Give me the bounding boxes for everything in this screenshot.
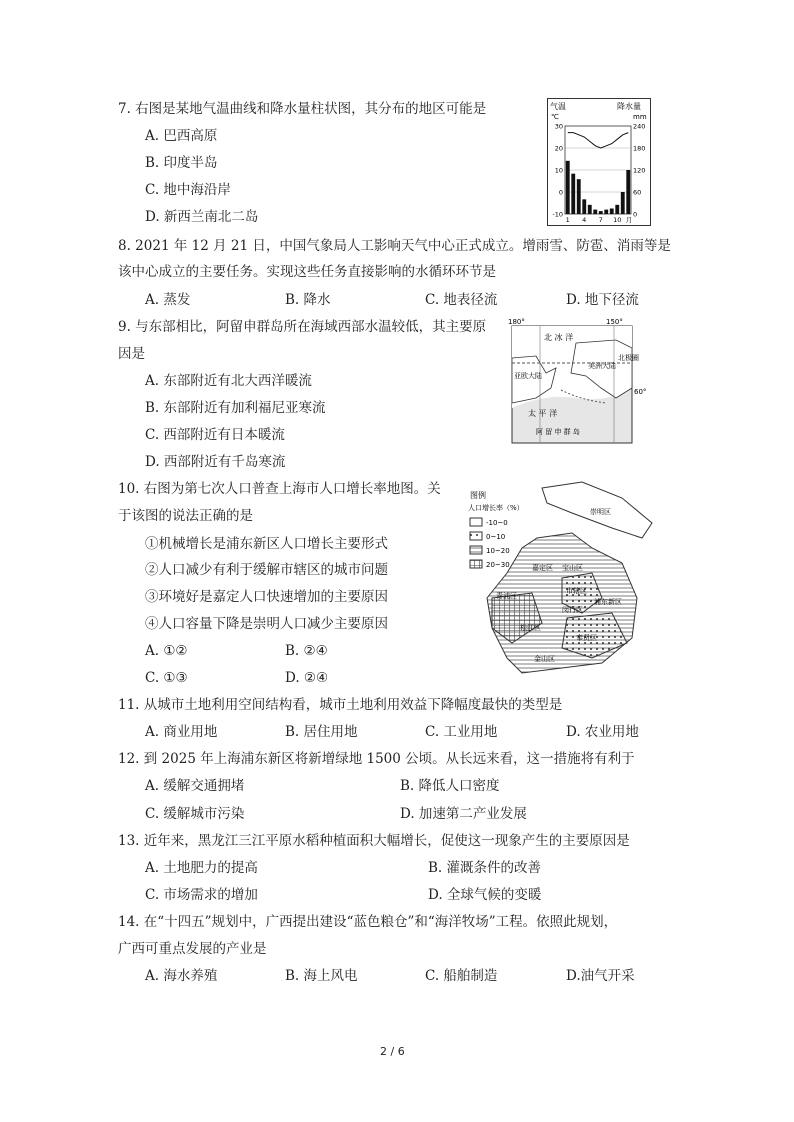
legend-subtitle: 人口增长率（%） (468, 504, 524, 512)
q13-option-b[interactable]: B. 灌溉条件的改善 (428, 860, 542, 876)
q10-item-3: ③环境好是嘉定人口快速增加的主要原因 (145, 589, 388, 605)
q8-option-d[interactable]: D. 地下径流 (566, 292, 639, 308)
precip-label: 降水量 (617, 102, 641, 111)
q14-option-c[interactable]: C. 船舶制造 (425, 968, 498, 984)
q10-option-a[interactable]: A. ①② (145, 643, 188, 659)
precip-bar (621, 192, 625, 214)
map-lon2: 150° (606, 318, 623, 326)
climate-chart (547, 98, 651, 226)
q8-stem-line2: 该中心成立的主要任务。实现这些任务直接影响的水循环环节是 (118, 264, 496, 280)
q7-stem: 7. 右图是某地气温曲线和降水量柱状图，其分布的地区可能是 (118, 101, 487, 117)
q12-stem: 12. 到 2025 年上海浦东新区将新增绿地 1500 公顷。从长远来看，这一措施将有利于 (118, 751, 635, 767)
district-jinshan: 金山区 (534, 655, 555, 663)
legend-item-4: 20~30 (486, 561, 510, 569)
q7-option-d[interactable]: D. 新西兰南北二岛 (145, 209, 259, 225)
q13-option-c[interactable]: C. 市场需求的增加 (145, 887, 258, 903)
precip-bar (582, 199, 586, 214)
legend-item-2: 0~10 (486, 533, 506, 541)
q14-option-a[interactable]: A. 海水养殖 (145, 968, 218, 984)
q11-option-c[interactable]: C. 工业用地 (425, 724, 498, 740)
q9-option-a[interactable]: A. 东部附近有北大西洋暖流 (145, 373, 312, 389)
precip-bar (610, 209, 614, 215)
q9-stem-line1: 9. 与东部相比，阿留申群岛所在海域西部水温较低，其主要原 (118, 319, 487, 335)
legend-title: 图例 (470, 491, 486, 500)
q13-option-a[interactable]: A. 土地肥力的提高 (145, 860, 258, 876)
district-fengxian: 奉贤区 (576, 634, 597, 642)
q10-stem-line1: 10. 右图为第七次人口普查上海市人口增长率地图。关 (118, 481, 441, 497)
district-jiading: 嘉定区 (532, 564, 553, 572)
q8-stem-line1: 8. 2021 年 12 月 21 日，中国气象局人工影响天气中心正式成立。增雨雪、防雹、消雨等是 (118, 238, 671, 254)
map-arctic-ocean: 北 冰 洋 (544, 333, 574, 342)
legend-item-1: -10~0 (486, 519, 508, 527)
district-chongming: 崇明区 (590, 508, 611, 516)
left-tick-label: 20 (554, 144, 563, 153)
q7-option-a[interactable]: A. 巴西高原 (145, 128, 218, 144)
q14-option-d[interactable]: D.油气开采 (566, 968, 635, 984)
q11-option-a[interactable]: A. 商业用地 (145, 724, 218, 740)
map-aleutian: 阿 留 申 群 岛 (536, 428, 580, 436)
q12-option-c[interactable]: C. 缓解城市污染 (145, 806, 245, 822)
district-minhang: 闵行区 (562, 606, 583, 614)
district-urban: 市辖区 (566, 587, 587, 595)
map-lon1: 180° (508, 318, 525, 326)
left-tick-label: -10 (552, 210, 563, 219)
q12-option-a[interactable]: A. 缓解交通拥堵 (145, 778, 245, 794)
q14-stem-line1: 14. 在“十四五”规划中，广西提出建设“蓝色粮仓”和“海洋牧场”工程。依照此规划， (118, 914, 618, 930)
x-tick-label: 4 (582, 216, 587, 224)
q14-option-b[interactable]: B. 海上风电 (285, 968, 358, 984)
q14-stem-line2: 广西可重点发展的产业是 (118, 941, 267, 957)
q10-item-2: ②人口减少有利于缓解市辖区的城市问题 (145, 562, 388, 578)
left-tick-label: 10 (554, 166, 563, 175)
q10-option-b[interactable]: B. ②④ (285, 643, 328, 659)
map-pacific: 太 平 洋 (528, 409, 558, 418)
q12-option-d[interactable]: D. 加速第二产业发展 (400, 806, 527, 822)
q12-option-b[interactable]: B. 降低人口密度 (400, 778, 500, 794)
q8-option-a[interactable]: A. 蒸发 (145, 292, 191, 308)
map-lat: 60° (634, 388, 647, 396)
left-tick-label: 30 (554, 122, 563, 131)
q7-option-c[interactable]: C. 地中海沿岸 (145, 182, 231, 198)
temp-label: 气温 (550, 102, 566, 111)
precip-bar (593, 210, 597, 214)
aleutian-map (506, 318, 652, 446)
q9-option-b[interactable]: B. 东部附近有加利福尼亚寒流 (145, 400, 326, 416)
q9-stem-line2: 因是 (118, 346, 145, 362)
precip-bar (626, 170, 630, 214)
right-tick-label: 0 (633, 210, 638, 219)
shanghai-map (462, 478, 658, 683)
district-pudong: 浦东新区 (594, 598, 622, 606)
q9-option-c[interactable]: C. 西部附近有日本暖流 (145, 427, 285, 443)
q10-item-1: ①机械增长是浦东新区人口增长主要形式 (145, 536, 388, 552)
precip-bar (615, 205, 619, 214)
q8-option-c[interactable]: C. 地表径流 (425, 292, 498, 308)
q10-item-4: ④人口容量下降是崇明人口减少主要原因 (145, 616, 388, 632)
precip-bar (599, 211, 603, 214)
q10-option-d[interactable]: D. ②④ (285, 670, 329, 686)
x-axis-month-label: 月 (625, 216, 633, 224)
q7-option-b[interactable]: B. 印度半岛 (145, 155, 218, 171)
x-tick-label: 10 (613, 216, 622, 224)
right-tick-label: 60 (633, 188, 642, 197)
district-songjiang: 松江区 (520, 624, 541, 632)
q11-option-b[interactable]: B. 居住用地 (285, 724, 358, 740)
district-qingpu: 青浦区 (496, 592, 517, 600)
right-tick-label: 120 (633, 166, 646, 175)
right-tick-label: 240 (633, 122, 646, 131)
map-arctic-circle: 北极圈 (618, 354, 639, 362)
precip-bar (588, 205, 592, 214)
q11-option-d[interactable]: D. 农业用地 (566, 724, 639, 740)
q10-option-c[interactable]: C. ①③ (145, 670, 188, 686)
x-tick-label: 7 (598, 216, 603, 224)
map-asia: 亚欧大陆 (514, 372, 542, 380)
precip-bar (577, 179, 581, 214)
district-baoshan: 宝山区 (562, 564, 583, 572)
left-tick-label: 0 (558, 188, 563, 197)
q13-stem: 13. 近年来，黑龙江三江平原水稻种植面积大幅增长，促使这一现象产生的主要原因是 (118, 833, 630, 849)
page-number: 2 / 6 (380, 1045, 405, 1058)
map-america: 美洲大陆 (588, 362, 616, 370)
q9-option-d[interactable]: D. 西部附近有千岛寒流 (145, 454, 286, 470)
precip-unit: mm (633, 113, 647, 121)
q13-option-d[interactable]: D. 全球气候的变暖 (428, 887, 542, 903)
legend-item-3: 10~20 (486, 547, 510, 555)
q8-option-b[interactable]: B. 降水 (285, 292, 331, 308)
precip-bar (566, 161, 570, 214)
precip-bar (571, 174, 575, 214)
x-tick-label: 1 (565, 216, 570, 224)
right-tick-label: 180 (633, 144, 646, 153)
precip-bar (604, 210, 608, 214)
q11-stem: 11. 从城市土地利用空间结构看，城市土地利用效益下降幅度最快的类型是 (118, 697, 563, 713)
temp-unit: ℃ (551, 113, 559, 121)
q10-stem-line2: 于该图的说法正确的是 (118, 508, 253, 524)
